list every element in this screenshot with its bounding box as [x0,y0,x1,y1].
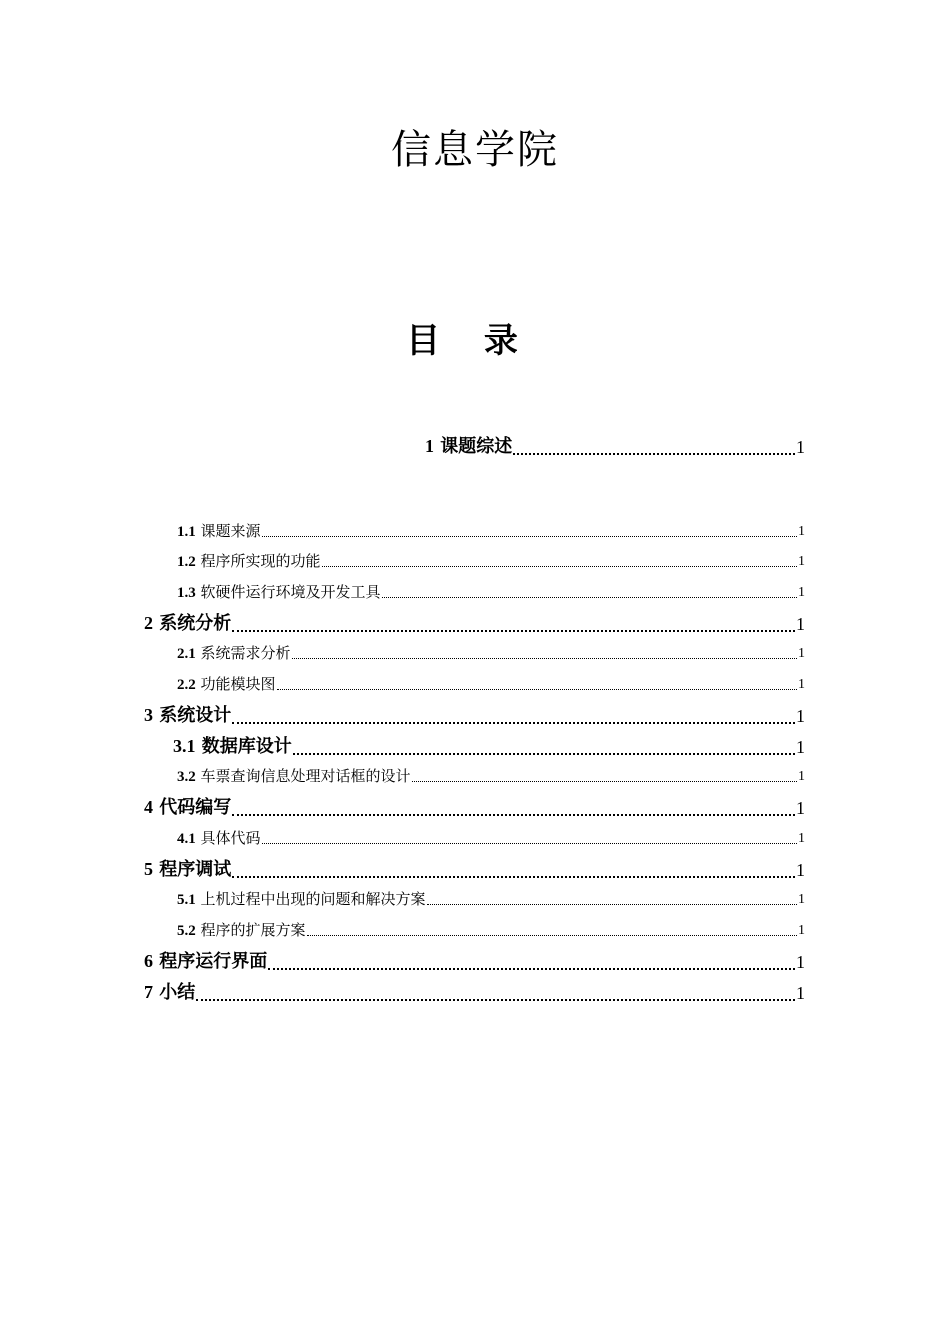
toc-entry-4[interactable] [144,795,805,820]
toc-entry-number: 5.1 [177,892,196,908]
toc-leader-dots [293,753,795,755]
toc-leader-dots [232,630,795,632]
toc-leader-dots [232,876,795,878]
toc-entry-title: 系统分析 [159,613,232,634]
toc-leader-dots [292,658,797,659]
toc-entry-title: 课题来源 [200,522,261,540]
toc-entry-title: 具体代码 [200,829,261,847]
toc-page-number: 1 [798,554,805,569]
toc-page-number: 1 [798,892,805,907]
toc-page-number: 1 [796,737,805,757]
toc-page-number: 1 [796,437,805,457]
toc-page-number: 1 [796,952,805,972]
toc-page-number: 1 [796,983,805,1003]
toc-entry-title: 数据库设计 [201,736,292,757]
toc-entry-7[interactable] [144,980,805,1005]
toc-entry-5[interactable] [144,857,805,882]
toc-entry-1[interactable] [425,434,805,459]
toc-page-number: 1 [798,677,805,692]
school-name: 信息学院 [391,127,559,173]
toc-leader-dots [232,722,795,724]
toc-entry-number: 1.3 [177,585,196,601]
toc-entry-5-2[interactable] [177,920,805,941]
toc-entry-title: 系统设计 [159,705,232,726]
toc-entry-title: 代码编写 [159,797,232,818]
toc-entry-1-2[interactable] [177,551,805,572]
toc-entry-3-2[interactable] [177,766,805,787]
toc-entry-1-1[interactable] [177,521,805,542]
toc-entry-3[interactable] [144,703,805,728]
toc-entry-title: 系统需求分析 [200,644,291,662]
toc-entry-number: 2.1 [177,646,196,662]
toc-page-number: 1 [798,831,805,846]
toc-entry-number: 1.2 [177,554,196,570]
toc-page-number: 1 [796,798,805,818]
toc-entry-4-1[interactable] [177,828,805,849]
toc-entry-title: 程序所实现的功能 [200,552,321,570]
toc-entry-number: 1.1 [177,524,196,540]
toc-entry-number: 2 [144,613,153,633]
toc-leader-dots [277,689,797,690]
toc-page-number: 1 [798,646,805,661]
toc-entry-number: 5.2 [177,923,196,939]
toc-heading: 目 录 [406,321,534,361]
toc-leader-dots [322,566,797,567]
toc-page-number: 1 [798,923,805,938]
toc-entry-title: 软硬件运行环境及开发工具 [200,583,381,601]
toc-page-number: 1 [796,614,805,634]
toc-entry-2-2[interactable] [177,674,805,695]
toc-entry-title: 小结 [159,982,196,1003]
toc-page-number: 1 [798,524,805,539]
toc-leader-dots [382,597,797,598]
toc-entry-number: 4.1 [177,831,196,847]
toc-entry-title: 车票查询信息处理对话框的设计 [200,767,411,785]
toc-page-number: 1 [796,706,805,726]
toc-entry-title: 程序调试 [159,859,232,880]
toc-entry-number: 1 [425,436,434,456]
toc-leader-dots [513,453,795,455]
toc-page-number: 1 [796,860,805,880]
toc-entry-number: 2.2 [177,677,196,693]
toc-leader-dots [307,935,797,936]
toc-leader-dots [196,999,795,1001]
toc-leader-dots [412,781,797,782]
toc-entry-1-3[interactable] [177,582,805,603]
toc-entry-6[interactable] [144,949,805,974]
toc-entry-number: 3.1 [173,736,196,756]
toc-leader-dots [427,904,797,905]
toc-entry-title: 功能模块图 [200,675,276,693]
toc-entry-5-1[interactable] [177,889,805,910]
toc-entry-number: 6 [144,951,153,971]
toc-entry-3-1[interactable] [173,734,805,759]
toc-leader-dots [262,536,797,537]
toc-entry-title: 上机过程中出现的问题和解决方案 [200,890,426,908]
toc-entry-number: 3.2 [177,769,196,785]
toc-leader-dots [268,968,795,970]
toc-entry-title: 程序的扩展方案 [200,921,306,939]
toc-entry-2-1[interactable] [177,643,805,664]
toc-entry-title: 程序运行界面 [159,951,268,972]
toc-entry-2[interactable] [144,611,805,636]
toc-entry-number: 7 [144,982,153,1002]
toc-entry-title: 课题综述 [440,436,513,457]
toc-entry-number: 3 [144,705,153,725]
toc-page-number: 1 [798,769,805,784]
toc-entry-number: 4 [144,797,153,817]
toc-entry-number: 5 [144,859,153,879]
toc-leader-dots [262,843,797,844]
toc-page-number: 1 [798,585,805,600]
toc-leader-dots [232,814,795,816]
